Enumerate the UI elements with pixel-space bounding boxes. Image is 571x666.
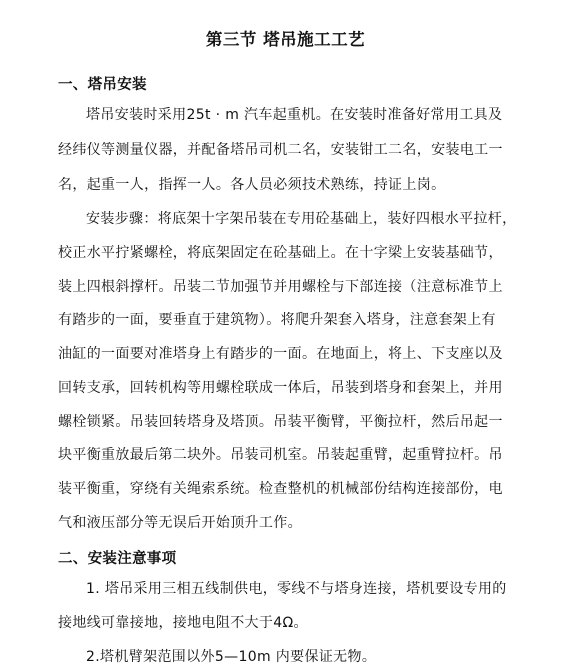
paragraph-line: 1. 塔吊采用三相五线制供电，零线不与塔身连接，塔机要设专用的 [86,581,507,597]
heading-tower-crane-installation: 一、塔吊安装 [58,77,147,93]
paragraph-line: 油缸的一面要对准塔身上有踏步的一面。在地面上，将上、下支座以及 [58,346,503,362]
paragraph-line: 块平衡重放最后第二块外。吊装司机室。吊装起重臂，起重臂拉杆。吊 [58,447,503,463]
paragraph-line: 装上四根斜撑杆。吊装二节加强节并用螺栓与下部连接（注意标准节上 [58,279,503,295]
paragraph-line: 校正水平拧紧螺栓，将底架固定在砼基础上。在十字梁上安装基础节， [58,245,503,261]
paragraph-line: 装平衡重，穿绕有关绳索系统。检查整机的机械部份结构连接部份，电 [58,481,503,497]
paragraph-line: 接地线可靠接地，接地电阻不大于4Ω。 [58,615,308,631]
paragraph-line: 安装步骤：将底架十字架吊装在专用砼基础上，装好四根水平拉杆， [86,211,517,227]
paragraph-line: 气和液压部分等无误后开始顶升工作。 [58,515,302,531]
paragraph-line: 塔吊安装时采用25t · m 汽车起重机。在安装时准备好常用工具及 [86,107,503,123]
section-title: 第三节 塔吊施工工艺 [205,30,366,49]
paragraph-line: 螺栓锁紧。吊装回转塔身及塔顶。吊装平衡臂，平衡拉杆，然后吊起一 [58,414,503,430]
paragraph-line: 回转支承，回转机构等用螺栓联成一体后，吊装到塔身和套架上，并用 [58,380,503,396]
paragraph-line: 有踏步的一面，要垂直于建筑物）。将爬升架套入塔身，注意套架上有 [58,312,496,328]
paragraph-line: 名，起重一人，指挥一人。各人员必须技术熟练，持证上岗。 [58,177,446,193]
heading-installation-notes: 二、安装注意事项 [58,551,177,567]
paragraph-line: 2.塔机臂架范围以外5—10m 内要保证无物。 [86,649,377,665]
paragraph-line: 经纬仪等测量仪器，并配备塔吊司机二名，安装钳工二名，安装电工一 [58,142,503,158]
